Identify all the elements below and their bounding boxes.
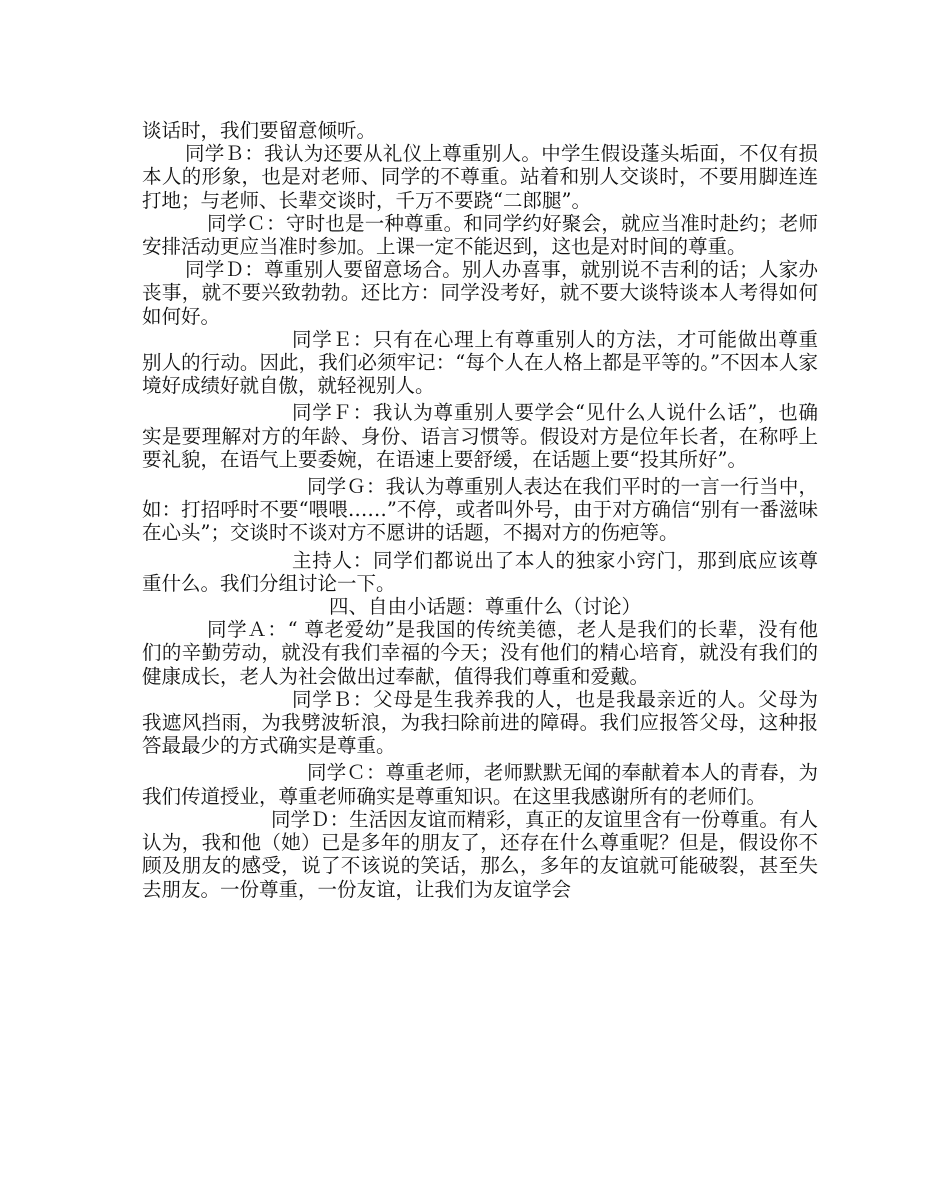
paragraph: 同学Ｄ：生活因友谊而精彩，真正的友谊里含有一份尊重。有人认为，我和他（她）已是多年的朋友了，还存在什么尊重呢？但是，假设你不顾及朋友的感受，说了不该说的笑话，那么，多年的友谊就可能破裂，甚至失去朋友。一份尊重，一份友谊，让我们为友谊学会 xyxy=(142,807,818,901)
paragraph: 四、自由小话题：尊重什么（讨论） xyxy=(329,595,642,619)
paragraph: 谈话时，我们要留意倾听。 xyxy=(142,119,377,142)
paragraph: 同学Ｅ：只有在心理上有尊重别人的方法，才可能做出尊重别人的行动。因此，我们必须牢记：“每个人在人格上都是平等的。”不因本人家境好成绩好就自傲，就轻视别人。 xyxy=(142,327,818,398)
body-text xyxy=(142,119,818,905)
paragraph: 同学Ｄ：尊重别人要留意场合。别人办喜事，就别说不吉利的话；人家办丧事，就不要兴致勃勃。还比方：同学没考好，就不要大谈特谈本人考得如何如何好。 xyxy=(142,258,818,328)
paragraph: 同学Ｃ：守时也是一种尊重。和同学约好聚会，就应当准时赴约；老师安排活动更应当准时参加。上课一定不能迟到，这也是对时间的尊重。 xyxy=(142,211,818,259)
paragraph: 同学Ｂ：父母是生我养我的人，也是我最亲近的人。父母为我遮风挡雨，为我劈波斩浪，为我扫除前进的障碍。我们应报答父母，这种报答最最少的方式确实是尊重。 xyxy=(142,687,818,758)
paragraph: 主持人：同学们都说出了本人的独家小窍门，那到底应该尊重什么。我们分组讨论一下。 xyxy=(142,548,818,595)
section-heading: 同学Ａ：“ 尊老爱幼”是我国的传统美德，老人是我们的长辈，没有他们的辛勤劳动，就没有我们幸福的今天；没有他们的精心培育，就没有我们的健康成长，老人为社会做出过奉献，值得我们尊重和爱戴。 xyxy=(142,618,818,688)
paragraph: 同学Ｆ：我认为尊重别人要学会“见什么人说什么话”，也确实是要理解对方的年龄、身份、语言习惯等。假设对方是位年长者，在称呼上要礼貌，在语气上要委婉，在语速上要舒缓，在话题上要“投其所好”。 xyxy=(142,401,818,471)
paragraph: 同学Ｂ：我认为还要从礼仪上尊重别人。中学生假设蓬头垢面，不仅有损本人的形象，也是对老师、同学的不尊重。站着和别人交谈时，不要用脚连连打地；与老师、长辈交谈时，千万不要跷“二郎腿”。 xyxy=(142,142,818,212)
paragraph: 同学Ｇ：我认为尊重别人表达在我们平时的一言一行当中，如：打招呼时不要“喂喂……”不停，或者叫外号，由于对方确信“别有一番滋味在心头”；交谈时不谈对方不愿讲的话题，不揭对方的伤疤等。 xyxy=(142,475,818,545)
paragraph: 同学Ｃ：尊重老师，老师默默无闻的奉献着本人的青春，为我们传道授业，尊重老师确实是尊重知识。在这里我感谢所有的老师们。 xyxy=(142,761,818,808)
